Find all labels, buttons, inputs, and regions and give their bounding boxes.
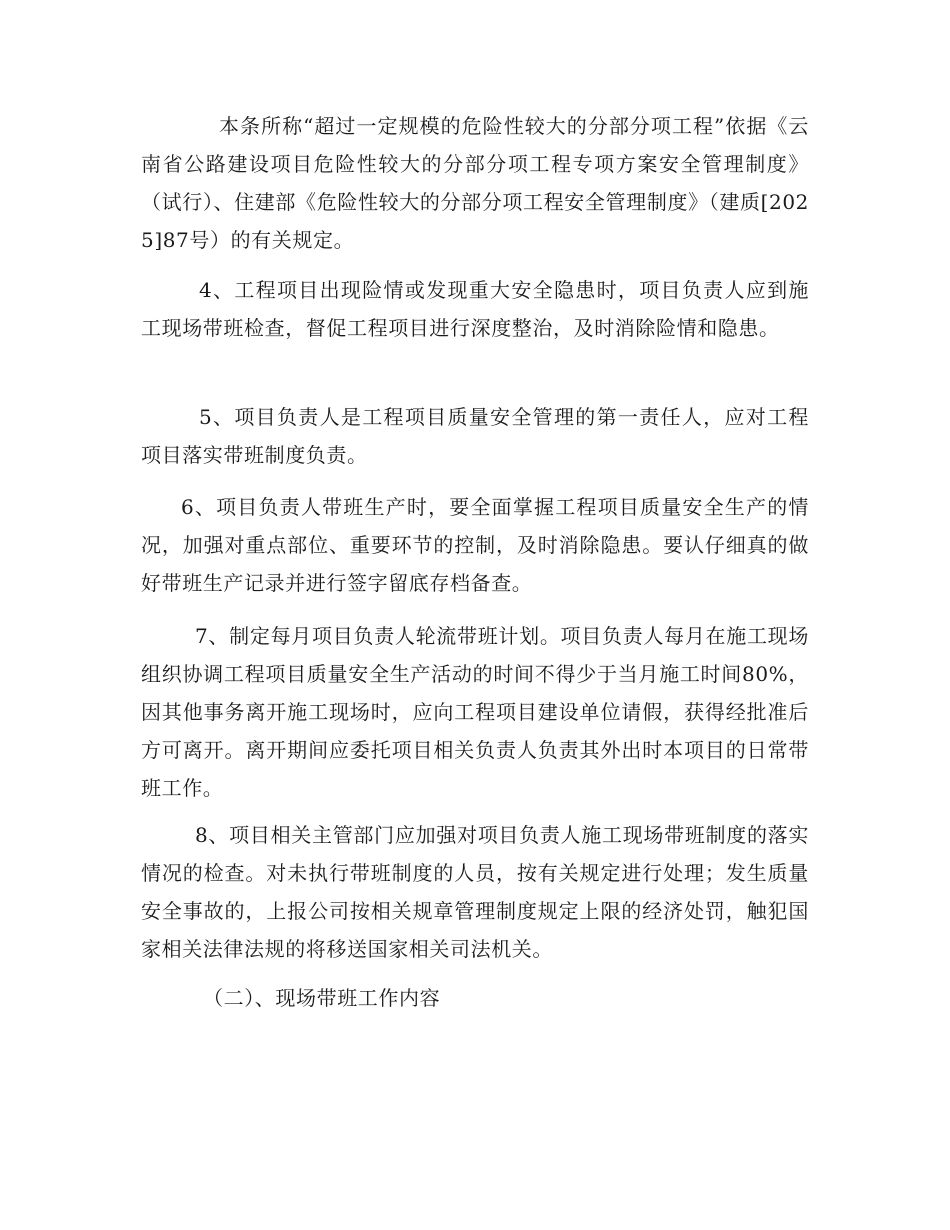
paragraph-item-6: 6、项目负责人带班生产时，要全面掌握工程项目质量安全生产的情况，加强对重点部位、重要环节的控制，及时消除隐患。要认仔细真的做好带班生产记录并进行签字留底存档备查。 [141,495,809,595]
paragraph-item-5: 5、项目负责人是工程项目质量安全管理的第一责任人，应对工程项目落实带班制度负责。 [141,405,809,467]
section-heading: （二）、现场带班工作内容 [203,986,441,1010]
paragraph-item-4: 4、工程项目出现险情或发现重大安全隐患时，项目负责人应到施工现场带班检查，督促工程项目进行深度整治，及时消除险情和隐患。 [141,278,809,340]
paragraph-item-7: 7、制定每月项目负责人轮流带班计划。项目负责人每月在施工现场组织协调工程项目质量安全生产活动的时间不得少于当月施工时间80%，因其他事务离开施工现场时，应向工程项目建设单位请假，获得经批准后方可离开。离开期间应委托项目相关负责人负责其外出时本项目的日常带班工作。 [141,624,809,800]
paragraph-item-8: 8、项目相关主管部门应加强对项目负责人施工现场带班制度的落实情况的检查。对未执行带班制度的人员，按有关规定进行处理；发生质量安全事故的，上报公司按相关规章管理制度规定上限的经济处罚，触犯国家相关法律法规的将移送国家相关司法机关。 [141,823,809,961]
paragraph-scope-definition: 本条所称“超过一定规模的危险性较大的分部分项工程”依据《云南省公路建设项目危险性较大的分部分项工程专项方案安全管理制度》（试行）、住建部《危险性较大的分部分项工程安全管理制度》（建质[2025]87号）的有关规定。 [141,114,809,252]
